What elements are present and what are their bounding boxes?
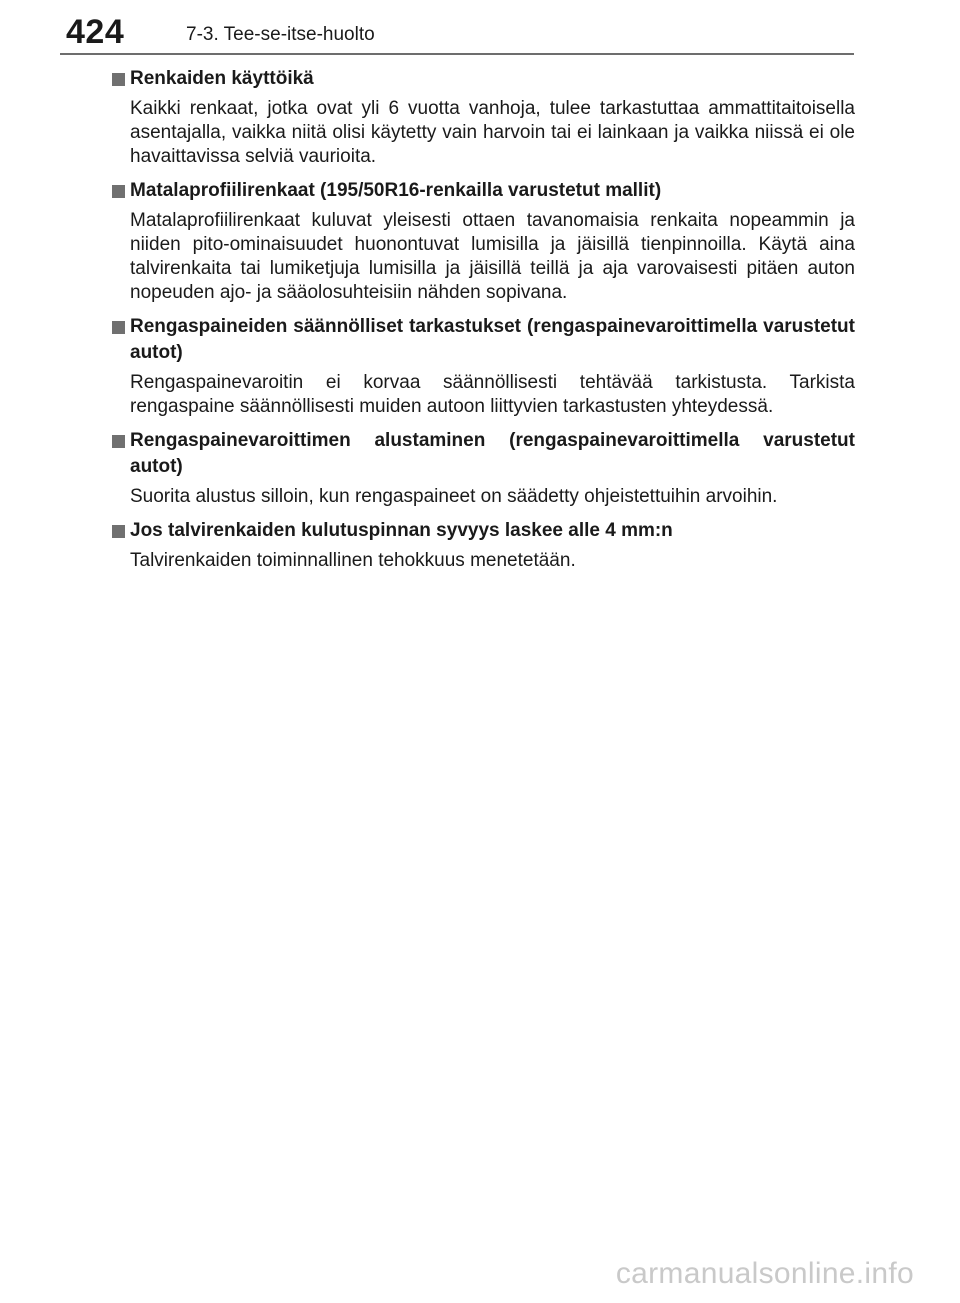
section-heading	[111, 314, 855, 366]
page-number: 424	[66, 13, 125, 51]
page-header	[0, 0, 960, 60]
section-heading-text: Jos talvirenkaiden kulutuspinnan syvyys laskee alle 4 mm:n	[130, 520, 673, 541]
section-title: 7-3. Tee-se-itse-huolto	[186, 24, 375, 45]
section-body: Suorita alustus silloin, kun rengaspaineet on säädetty ohjeistettuihin arvoihin.	[130, 486, 778, 507]
square-bullet-icon	[112, 435, 125, 448]
section-heading	[111, 178, 855, 204]
square-bullet-icon	[112, 185, 125, 198]
section-tire-lifespan	[111, 66, 855, 169]
section-heading	[111, 518, 855, 544]
section-body: Talvirenkaiden toiminnallinen tehokkuus menetetään.	[130, 550, 576, 571]
section-body: Matalaprofiilirenkaat kuluvat yleisesti ottaen tavanomaisia renkaita nopeammin ja niiden pito-ominaisuudet huonontuvat lumisilla ja jäisillä tienpinnoilla. Käytä aina talvirenkaita tai lumiketjuja lumisilla ja jäisillä teillä ja aja varovaisesti pitäen auton nopeuden ajo- ja sääolosuhteisiin nähden sopivana.	[130, 210, 855, 303]
section-low-profile-tires	[111, 178, 855, 305]
section-pressure-checks	[111, 314, 855, 419]
section-heading	[111, 66, 855, 92]
header-divider	[60, 53, 854, 55]
square-bullet-icon	[112, 321, 125, 334]
watermark: carmanualsonline.info	[615, 1257, 914, 1290]
section-heading-text: Rengaspainevaroittimen alustaminen (rengaspainevaroittimella varustetut autot)	[130, 430, 855, 477]
section-body: Kaikki renkaat, jotka ovat yli 6 vuotta vanhoja, tulee tarkastuttaa ammattitaitoisella asentajalla, vaikka niitä olisi käytetty vain harvoin tai ei lainkaan ja vaikka niissä ei ole havaittavissa selviä vaurioita.	[130, 98, 855, 167]
square-bullet-icon	[112, 525, 125, 538]
square-bullet-icon	[112, 73, 125, 86]
section-heading-text: Renkaiden käyttöikä	[130, 68, 314, 89]
section-heading-text: Matalaprofiilirenkaat (195/50R16-renkailla varustetut mallit)	[130, 180, 662, 201]
section-winter-tread-depth	[111, 518, 855, 573]
section-body: Rengaspainevaroitin ei korvaa säännöllisesti tehtävää tarkistusta. Tarkista rengaspaine säännöllisesti muiden autoon liittyvien tarkastusten yhteydessä.	[130, 372, 855, 417]
section-heading	[111, 428, 855, 480]
section-warning-initialization	[111, 428, 855, 509]
page-content	[111, 66, 855, 582]
section-heading-text: Rengaspaineiden säännölliset tarkastukset (rengaspainevaroittimella varustetut autot)	[130, 316, 855, 363]
